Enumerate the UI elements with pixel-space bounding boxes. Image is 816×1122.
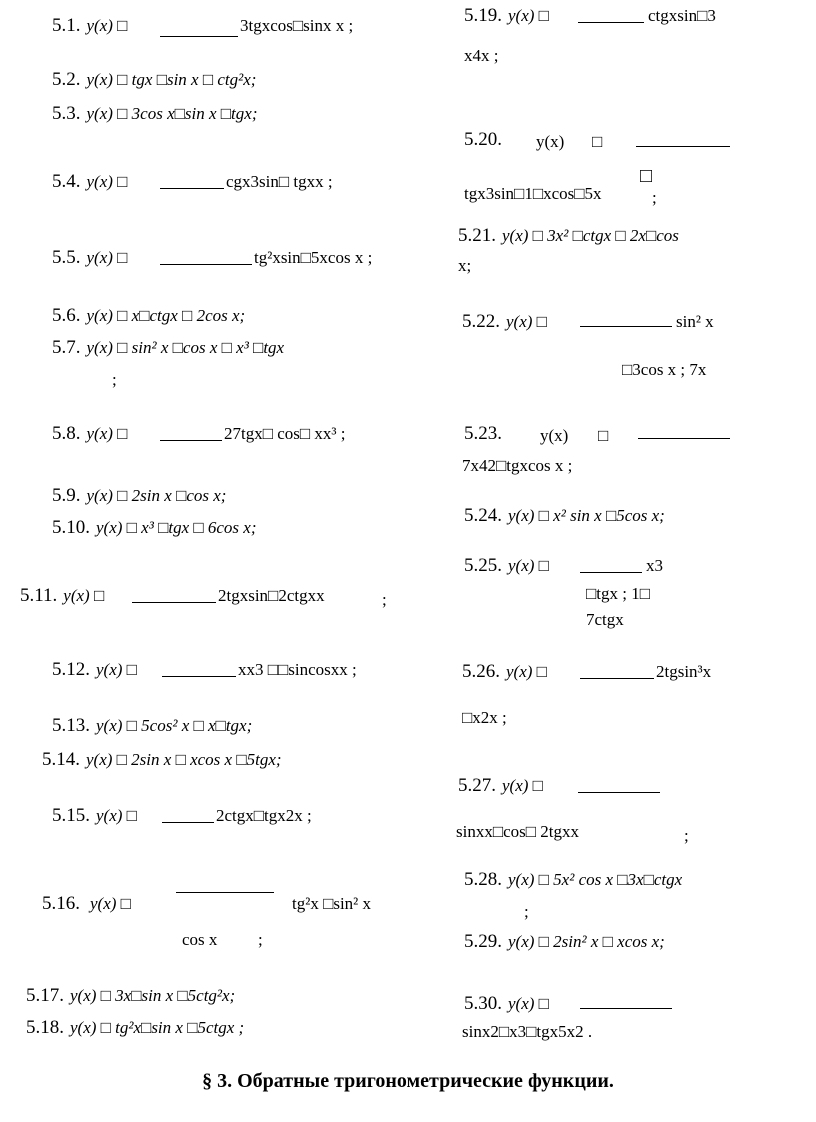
problem-5-1	[52, 16, 127, 36]
problem-5-5	[52, 248, 127, 268]
formula-text: tg²x □sin² x	[292, 894, 372, 913]
fraction-bar	[580, 572, 642, 573]
formula-text: y(x) □	[96, 806, 137, 825]
formula-text: sinxx□cos□ 2tgxx	[456, 822, 580, 841]
formula-text: y(x) □ x□ctgx □ 2cos x;	[86, 306, 246, 325]
formula-text: y(x) □	[506, 312, 547, 331]
problem-5-20	[464, 130, 508, 150]
formula-text: □	[598, 426, 609, 445]
formula-text: ;	[684, 826, 689, 845]
formula-text: 27tgx□ cos□ xx³ ;	[224, 424, 346, 443]
problem-number: 5.3.	[52, 103, 81, 124]
fraction-bar	[162, 676, 236, 677]
problem-5-19	[464, 6, 549, 26]
formula-text: y(x) □	[90, 894, 131, 913]
formula-text: y(x) □	[86, 424, 128, 443]
formula-text: y(x) □ 2sin x □cos x;	[86, 486, 227, 505]
formula-text: y(x) □	[86, 248, 128, 267]
problem-5-30	[464, 994, 549, 1014]
problem-number: 5.30.	[464, 993, 502, 1014]
problem-5-25	[464, 556, 549, 576]
formula-text: y(x) □	[508, 6, 549, 25]
formula-text: y(x) □ 2sin² x □ xcos x;	[508, 932, 665, 951]
problem-number: 5.6.	[52, 305, 81, 326]
formula-text: ctgxsin□3	[648, 6, 716, 25]
formula-text: □x2x ;	[462, 708, 507, 727]
formula-text: y(x) □ tgx □sin x □ ctg²x;	[86, 70, 257, 89]
problem-number: 5.29.	[464, 931, 502, 952]
fraction-bar	[162, 822, 214, 823]
problem-number: 5.11.	[20, 585, 58, 606]
formula-text: 7ctgx	[586, 610, 624, 629]
problem-5-13	[52, 716, 252, 736]
problem-number: 5.13.	[52, 715, 90, 736]
formula-text: y(x)	[536, 132, 565, 151]
formula-text: y(x) □	[508, 556, 549, 575]
problem-5-10	[52, 518, 257, 538]
problem-5-17	[26, 986, 235, 1006]
formula-text: y(x) □	[63, 586, 105, 605]
problem-5-27	[458, 776, 543, 796]
fraction-bar	[176, 892, 274, 893]
problem-5-23	[464, 424, 508, 444]
formula-text: y(x) □ 5cos² x □ x□tgx;	[96, 716, 253, 735]
formula-text: y(x) □	[96, 660, 137, 679]
formula-text: y(x) □	[86, 16, 128, 35]
problem-number: 5.15.	[52, 805, 90, 826]
problem-number: 5.26.	[462, 661, 500, 682]
problem-5-12	[52, 660, 137, 680]
problem-number: 5.5.	[52, 247, 81, 268]
formula-text: 2tgsin³x	[656, 662, 712, 681]
formula-text: y(x) □ 3x□sin x □5ctg²x;	[70, 986, 236, 1005]
problem-number: 5.9.	[52, 485, 81, 506]
formula-text: y(x) □ x³ □tgx □ 6cos x;	[96, 518, 257, 537]
formula-text: y(x) □	[508, 994, 549, 1013]
problem-number: 5.27.	[458, 775, 496, 796]
formula-text: y(x) □	[502, 776, 543, 795]
formula-text: y(x) □ 3cos x□sin x □tgx;	[86, 104, 258, 123]
problem-number: 5.4.	[52, 171, 81, 192]
problem-5-2	[52, 70, 256, 90]
formula-text: x3	[646, 556, 663, 575]
problem-number: 5.20.	[464, 129, 502, 150]
problem-number: 5.1.	[52, 15, 81, 36]
formula-text: y(x) □ 5x² cos x □3x□ctgx	[508, 870, 683, 889]
formula-text: 7x42□tgxcos x ;	[462, 456, 573, 475]
formula-text: y(x) □ 2sin x □ xcos x □5tgx;	[86, 750, 282, 769]
formula-text: x;	[458, 256, 472, 275]
problem-number: 5.7.	[52, 337, 81, 358]
fraction-bar	[160, 264, 252, 265]
problem-number: 5.17.	[26, 985, 64, 1006]
formula-text: cgx3sin□ tgxx ;	[226, 172, 333, 191]
problem-5-15	[52, 806, 137, 826]
problem-number: 5.12.	[52, 659, 90, 680]
formula-text: y(x)	[540, 426, 569, 445]
problem-5-22	[462, 312, 547, 332]
problem-5-3	[52, 104, 258, 124]
fraction-bar	[132, 602, 216, 603]
problem-number: 5.14.	[42, 749, 80, 770]
problem-number: 5.23.	[464, 423, 502, 444]
formula-text: y(x) □ 3x² □ctgx □ 2x□cos	[502, 226, 679, 245]
formula-text: ;	[382, 590, 387, 609]
problem-number: 5.25.	[464, 555, 502, 576]
problem-number: 5.21.	[458, 225, 496, 246]
formula-text: y(x) □ x² sin x □5cos x;	[508, 506, 665, 525]
fraction-bar	[580, 678, 654, 679]
problem-number: 5.8.	[52, 423, 81, 444]
formula-text: ;	[524, 902, 529, 921]
problem-5-21	[458, 226, 679, 246]
problem-number: 5.18.	[26, 1017, 64, 1038]
formula-text: y(x) □	[86, 172, 128, 191]
problem-5-4	[52, 172, 127, 192]
formula-text: y(x) □	[506, 662, 547, 681]
formula-text: ;	[112, 370, 117, 389]
formula-text: 2tgxsin□2ctgxx	[218, 586, 325, 605]
fraction-bar	[160, 36, 238, 37]
formula-text: y(x) □ tg²x□sin x □5ctgx ;	[70, 1018, 245, 1037]
fraction-bar	[580, 1008, 672, 1009]
fraction-bar	[580, 326, 672, 327]
fraction-bar	[160, 440, 222, 441]
fraction-bar	[578, 792, 660, 793]
problem-5-28	[464, 870, 682, 890]
problem-number: 5.24.	[464, 505, 502, 526]
formula-text: sinx2□x3□tgx5x2 .	[462, 1022, 593, 1041]
problem-5-29	[464, 932, 665, 952]
formula-text: □	[640, 165, 653, 187]
problem-5-14	[42, 750, 282, 770]
fraction-bar	[160, 188, 224, 189]
problem-5-8	[52, 424, 127, 444]
problem-5-24	[464, 506, 665, 526]
problem-number: 5.10.	[52, 517, 90, 538]
formula-text: □tgx ; 1□	[586, 584, 650, 603]
problem-5-26	[462, 662, 547, 682]
formula-text: x4x ;	[464, 46, 499, 65]
problem-5-7	[52, 338, 284, 358]
problem-5-11	[20, 586, 104, 606]
fraction-bar	[578, 22, 644, 23]
formula-text: 3tgxcos□sinx x ;	[240, 16, 354, 35]
problem-5-9	[52, 486, 226, 506]
formula-text: ;	[652, 188, 657, 207]
formula-text: sin² x	[676, 312, 714, 331]
formula-text: ;	[258, 930, 263, 949]
formula-text: □	[592, 132, 603, 151]
problem-number: 5.19.	[464, 5, 502, 26]
problem-5-6	[52, 306, 245, 326]
problem-number: 5.16.	[42, 893, 80, 914]
formula-text: □3cos x ; 7x	[622, 360, 707, 379]
formula-text: 2ctgx□tgx2x ;	[216, 806, 312, 825]
fraction-bar	[638, 438, 730, 439]
problem-number: 5.2.	[52, 69, 81, 90]
formula-text: cos x	[182, 930, 218, 949]
section-heading: § 3. Обратные тригонометрические функции.	[202, 1070, 614, 1092]
formula-text: tgx3sin□1□xcos□5x	[464, 184, 602, 203]
fraction-bar	[636, 146, 730, 147]
problem-number: 5.22.	[462, 311, 500, 332]
formula-text: xx3 □□sincosxx ;	[238, 660, 357, 679]
problem-5-16	[42, 894, 131, 914]
formula-text: y(x) □ sin² x □cos x □ x³ □tgx	[86, 338, 285, 357]
problem-number: 5.28.	[464, 869, 502, 890]
formula-text: tg²xsin□5xcos x ;	[254, 248, 373, 267]
problem-5-18	[26, 1018, 244, 1038]
